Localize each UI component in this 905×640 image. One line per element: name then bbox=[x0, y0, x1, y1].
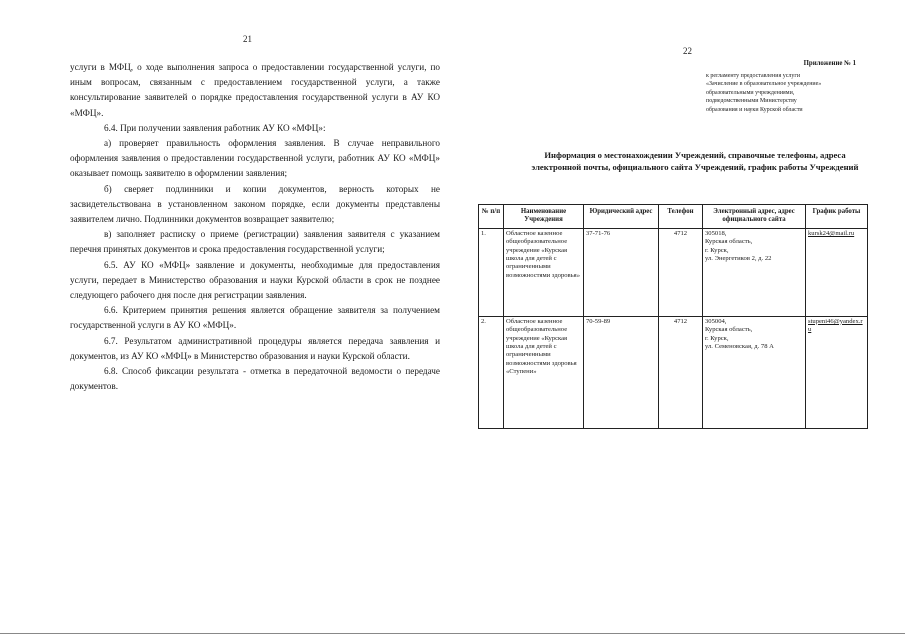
column-header: Телефон bbox=[659, 205, 703, 229]
appendix-number: Приложение № 1 bbox=[803, 60, 856, 67]
address-line: г. Курск, bbox=[705, 246, 729, 254]
cell-address bbox=[703, 316, 806, 428]
cell-address bbox=[703, 228, 806, 316]
address-line: ул. Семеновская, д. 78 А bbox=[705, 343, 774, 351]
cell-number: 2. bbox=[479, 316, 504, 428]
address-line: Курская область, bbox=[705, 238, 753, 246]
column-header: Наименование Учреждения bbox=[504, 205, 584, 229]
column-header: № п/п bbox=[479, 205, 504, 229]
paragraph: 6.6. Критерием принятия решения является обращение заявителя за получением государственной услуги в АУ КО «МФЦ». bbox=[70, 305, 440, 331]
cell-email-link[interactable]: kursk24@mail.ru bbox=[806, 228, 868, 316]
appendix-line: образовательными учреждениями, bbox=[706, 89, 795, 96]
cell-phone: 4712 bbox=[659, 316, 703, 428]
page-number-left: 21 bbox=[243, 34, 252, 44]
paragraph: в) заполняет расписку о приеме (регистрации) заявления заявителя с указанием перечня принятых документов и срока предоставления государственной услуги; bbox=[70, 229, 440, 255]
cell-name: Областное казенное общеобразовательное учреждение «Курская школа для детей с ограниченными возможностями здоровья «Ступени» bbox=[504, 316, 584, 428]
column-header: Электронный адрес, адрес официального сайта bbox=[703, 205, 806, 229]
left-page-text bbox=[70, 60, 440, 394]
cell-phone: 4712 bbox=[659, 228, 703, 316]
document-title: Информация о местонахождении Учреждений, справочные телефоны, адреса электронной почты, официального сайта Учреждений, график работы Учреждений bbox=[531, 150, 859, 172]
table-row bbox=[479, 228, 868, 316]
paragraph: услуги в МФЦ, о ходе выполнения запроса о предоставлении государственной услуги, по иным вопросам, связанным с предоставлением государственной услуги, а также консультирование заявителей о порядке предоставления государственной услуги в АУ КО «МФЦ». bbox=[70, 62, 440, 118]
cell-legal-address: 70-59-89 bbox=[584, 316, 659, 428]
address-line: Курская область, bbox=[705, 326, 753, 334]
appendix-header bbox=[706, 60, 866, 115]
paragraph: 6.7. Результатом административной процедуры является передача заявления и документов, из АУ КО «МФЦ» в Министерство образования и науки Курской области. bbox=[70, 335, 440, 361]
paragraph: а) проверяет правильность оформления заявления. В случае неправильного оформления заявления о предоставлении государственной услуги, работник АУ КО «МФЦ» оказывает помощь заявителю в оформлении заявления; bbox=[70, 138, 440, 179]
paragraph: 6.5. АУ КО «МФЦ» заявление и документы, необходимые для предоставления услуги, передает в Министерство образования и науки Курской области в срок не позднее следующего рабочего дня после дня регистрации заявления. bbox=[70, 259, 440, 301]
column-header: Юридический адрес bbox=[584, 205, 659, 229]
address-line: г. Курск, bbox=[705, 334, 729, 342]
paragraph: 6.4. При получении заявления работник АУ КО «МФЦ»: bbox=[104, 122, 326, 133]
table-row bbox=[479, 316, 868, 428]
table-header-row bbox=[479, 205, 868, 229]
paragraph: 6.8. Способ фиксации результата - отметка в передаточной ведомости о передаче документов. bbox=[70, 366, 440, 392]
column-header: График работы bbox=[806, 205, 868, 229]
institutions-table bbox=[478, 204, 868, 429]
cell-legal-address: 37-71-76 bbox=[584, 228, 659, 316]
appendix-line: образования и науки Курской области bbox=[706, 106, 803, 113]
address-line: ул. Энергетиков 2, д. 22 bbox=[705, 255, 772, 263]
appendix-line: «Зачисление в образовательное учреждение» bbox=[706, 81, 822, 88]
cell-number: 1. bbox=[479, 228, 504, 316]
page-number-right: 22 bbox=[683, 46, 692, 56]
appendix-line: к регламенту предоставления услуги bbox=[706, 72, 801, 79]
scan-edge-line bbox=[0, 633, 905, 634]
paragraph: б) сверяет подлинники и копии документов, верность которых не засвидетельствована в установленном законом порядке, если документы представлены заявителем лично. Подлинники документов возвращает заявителю; bbox=[70, 183, 440, 225]
address-line: 305004, bbox=[705, 317, 727, 325]
cell-email-link[interactable]: stupeni46@yandex.ru bbox=[806, 316, 868, 428]
address-line: 305018, bbox=[705, 229, 727, 237]
cell-name: Областное казенное общеобразовательное учреждение «Курская школа для детей с ограниченными возможностями здоровья» bbox=[504, 228, 584, 316]
appendix-line: подведомственными Министерству bbox=[706, 98, 797, 105]
